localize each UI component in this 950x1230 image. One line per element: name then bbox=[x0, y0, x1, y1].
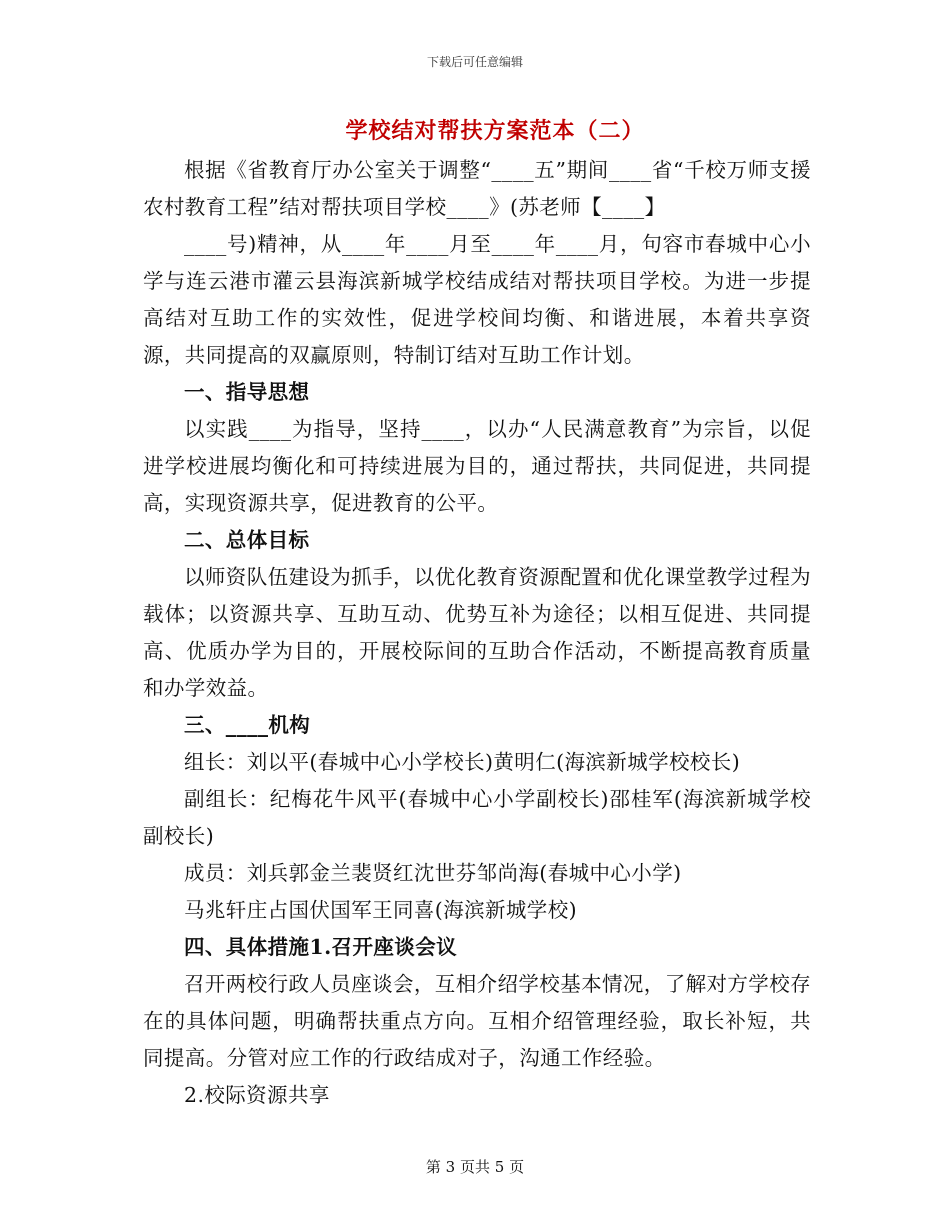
paragraph-guiding-ideology: 以实践____为指导，坚持____，以办“人民满意教育”为宗旨，以促进学校进展均衡化和可持续进展为目的，通过帮扶，共同促进，共同提高，实现资源共享，促进教育的公平。 bbox=[143, 417, 811, 515]
paragraph-team-leader: 组长：刘以平(春城中心小学校长)黄明仁(海滨新城学校校长) bbox=[184, 750, 741, 774]
paragraph-basis: 根据《省教育厅办公室关于调整“____五”期间____省“千校万师支援农村教育工程”结对帮扶项目学校____》(苏老师【____】 bbox=[143, 158, 811, 219]
page-number-footer: 第 3 页共 5 页 bbox=[425, 1158, 525, 1176]
paragraph-meeting: 召开两校行政人员座谈会，互相介绍学校基本情况，了解对方学校存在的具体问题，明确帮扶重点方向。互相介绍管理经验，取长补短，共同提高。分管对应工作的行政结成对子，沟通工作经验。 bbox=[143, 972, 811, 1070]
paragraph-resource-sharing: 2.校际资源共享 bbox=[184, 1083, 330, 1107]
paragraph-members-chuncheng: 成员：刘兵郭金兰裴贤红沈世芬邹尚海(春城中心小学) bbox=[184, 861, 682, 885]
paragraph-basis-continued: ____号)精神，从____年____月至____年____月，句容市春城中心小学与连云港市灌云县海滨新城学校结成结对帮扶项目学校。为进一步提高结对互助工作的实效性，促进学校间均衡、和谐进展，本着共享资源，共同提高的双赢原则，特制订结对互助工作计划。 bbox=[143, 232, 811, 367]
paragraph-members-haibin: 马兆轩庄占国伏国军王同喜(海滨新城学校) bbox=[184, 898, 577, 922]
section-heading-organization: 三、____机构 bbox=[184, 713, 311, 737]
section-heading-measures: 四、具体措施1.召开座谈会议 bbox=[184, 935, 458, 959]
page-header-note: 下载后可任意编辑 bbox=[426, 55, 523, 69]
paragraph-deputy-leader: 副组长：纪梅花牛风平(春城中心小学副校长)邵桂军(海滨新城学校副校长) bbox=[143, 787, 811, 848]
document-title: 学校结对帮扶方案范本（二） bbox=[345, 118, 645, 144]
document-body bbox=[143, 152, 811, 1114]
section-heading-guiding-ideology: 一、指导思想 bbox=[184, 380, 310, 404]
paragraph-overall-goal: 以师资队伍建设为抓手，以优化教育资源配置和优化课堂教学过程为载体；以资源共享、互助互动、优势互补为途径；以相互促进、共同提高、优质办学为目的，开展校际间的互助合作活动，不断提高教育质量和办学效益。 bbox=[143, 565, 811, 700]
section-heading-overall-goal: 二、总体目标 bbox=[184, 528, 310, 552]
